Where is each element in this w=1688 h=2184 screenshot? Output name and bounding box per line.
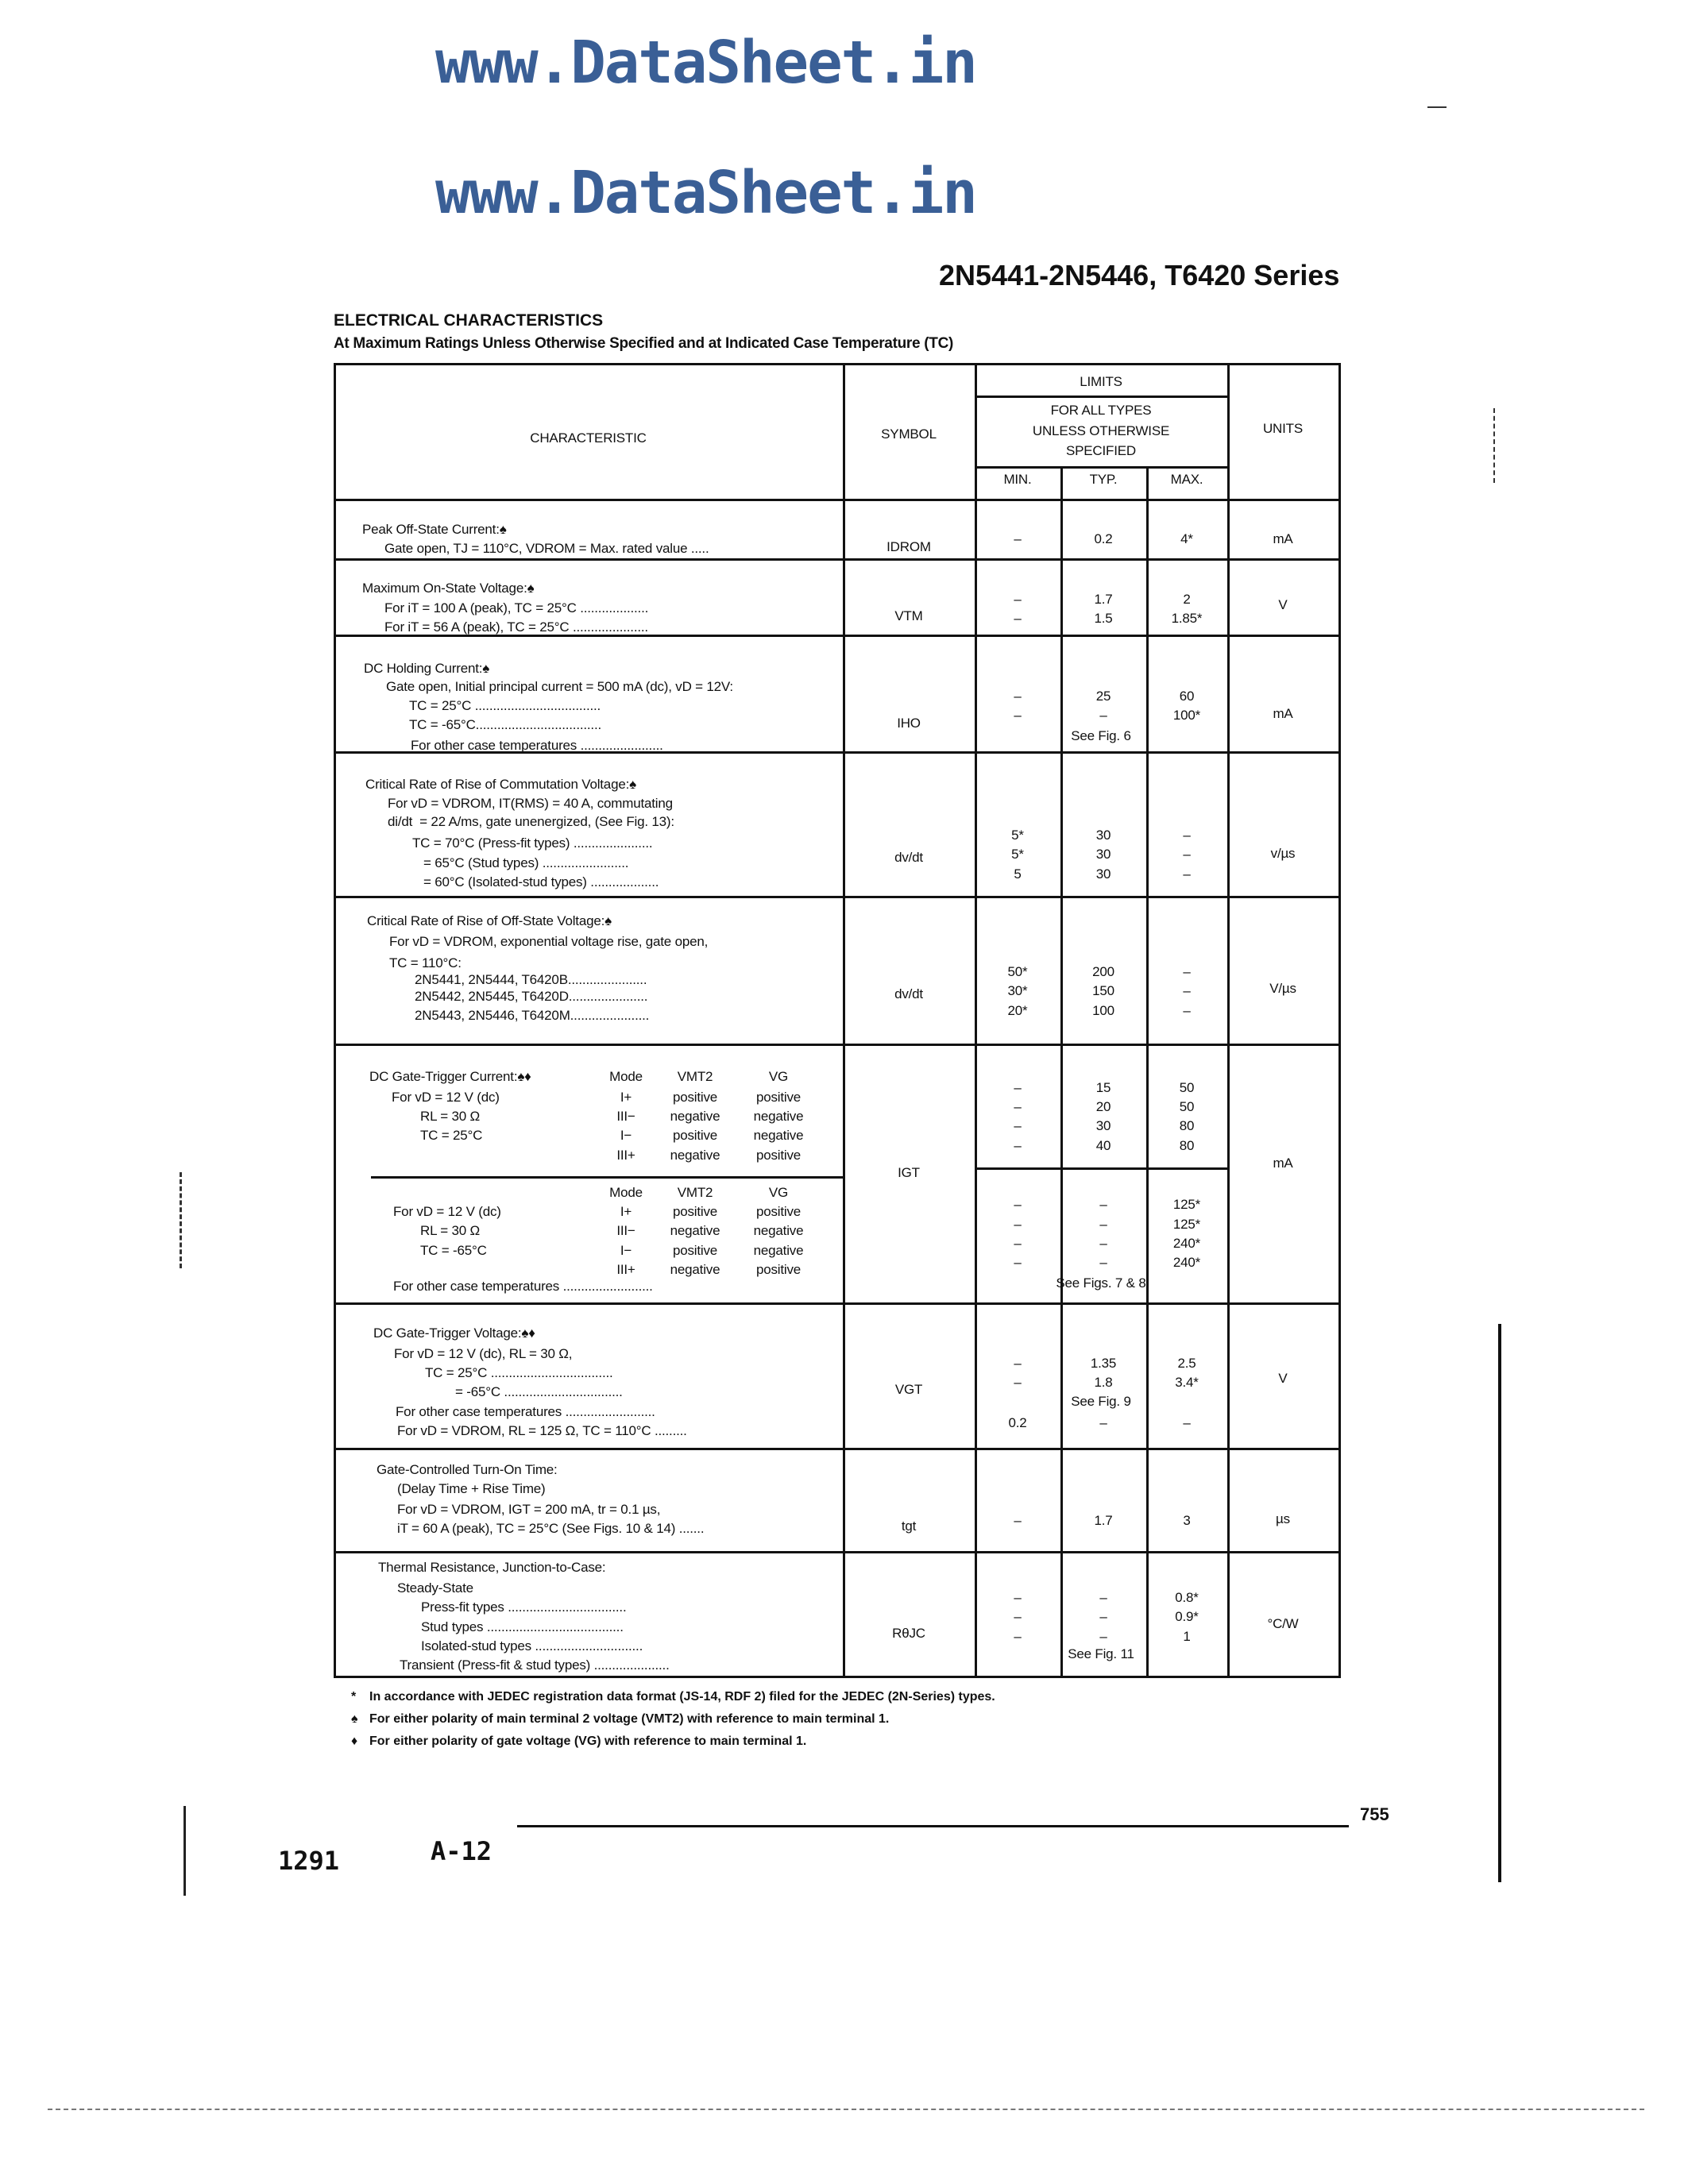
- value-min: –: [1014, 531, 1022, 546]
- characteristic-line: For iT = 56 A (peak), TC = 25°C .....................: [384, 619, 648, 635]
- symbol: RθJC: [892, 1626, 925, 1641]
- mode-cell: I−: [620, 1243, 632, 1258]
- mode-cell: I−: [620, 1128, 632, 1143]
- value-max: 1: [1183, 1629, 1191, 1644]
- mode-cell: positive: [672, 1090, 718, 1105]
- value-typ: 15: [1095, 1080, 1111, 1095]
- units: mA: [1273, 706, 1293, 721]
- value-min: –: [1014, 1118, 1022, 1133]
- value-typ: 30: [1095, 828, 1111, 843]
- header-symbol: SYMBOL: [881, 426, 937, 442]
- characteristic-line: Isolated-stud types ..............................: [421, 1638, 643, 1653]
- characteristic-line: For vD = VDROM, IGT = 200 mA, tr = 0.1 µs,: [397, 1502, 661, 1517]
- mode-header: Mode: [609, 1185, 643, 1200]
- column-rule: [1060, 466, 1063, 1676]
- characteristic-line: TC = 25°C: [420, 1128, 483, 1143]
- value-min: 30*: [1007, 983, 1028, 998]
- header-for-all-types: SPECIFIED: [1066, 443, 1136, 458]
- value-typ: –: [1099, 1415, 1107, 1430]
- value-max: 3.4*: [1175, 1375, 1199, 1390]
- column-rule: [1146, 466, 1149, 1676]
- mode-cell: I+: [620, 1090, 632, 1105]
- value-typ: 20: [1095, 1099, 1111, 1114]
- mode-cell: positive: [755, 1148, 802, 1163]
- characteristic-line: = -65°C .................................: [455, 1384, 623, 1399]
- mode-header: Mode: [609, 1069, 643, 1084]
- limits-rule: [975, 396, 1227, 398]
- characteristic-line: RL = 30 Ω: [420, 1223, 481, 1238]
- mode-cell: positive: [755, 1262, 802, 1277]
- symbol: dv/dt: [894, 986, 923, 1001]
- header-typ: TYP.: [1089, 472, 1118, 487]
- value-typ: 25: [1095, 689, 1111, 704]
- characteristic-line: 2N5442, 2N5445, T6420D......................: [415, 989, 648, 1004]
- handwritten-mark-1291: 1291: [278, 1846, 340, 1876]
- mode-cell: I+: [620, 1204, 632, 1219]
- value-min: 50*: [1007, 964, 1028, 979]
- series-title: 2N5441-2N5446, T6420 Series: [939, 259, 1340, 291]
- value-max: 240*: [1172, 1255, 1201, 1270]
- value-typ: –: [1099, 1609, 1107, 1624]
- characteristic-line: For vD = VDROM, RL = 125 Ω, TC = 110°C .........: [397, 1423, 687, 1438]
- value-min: 5: [1014, 866, 1022, 882]
- characteristic-line: 2N5443, 2N5446, T6420M......................: [415, 1008, 650, 1023]
- value-max: 50: [1179, 1080, 1195, 1095]
- mode-cell: positive: [672, 1128, 718, 1143]
- value-typ: 1.35: [1090, 1356, 1117, 1371]
- mode-cell: positive: [672, 1243, 718, 1258]
- value-max: –: [1183, 964, 1191, 979]
- mode-cell: negative: [670, 1109, 720, 1124]
- value-max: 125*: [1172, 1217, 1201, 1232]
- characteristic-line: For other case temperatures .......................: [411, 738, 663, 753]
- value-max: 2: [1183, 592, 1191, 607]
- mode-cell: negative: [670, 1223, 720, 1238]
- value-min: 20*: [1007, 1003, 1028, 1018]
- mode-header: VG: [768, 1185, 789, 1200]
- characteristic-line: For iT = 100 A (peak), TC = 25°C ...................: [384, 600, 649, 615]
- value-min: –: [1014, 1255, 1022, 1270]
- units: °C/W: [1267, 1616, 1299, 1631]
- characteristic-line: TC = -65°C...................................: [409, 717, 601, 732]
- see-figure-note: See Fig. 9: [1071, 1394, 1131, 1409]
- characteristic-line: (Delay Time + Rise Time): [397, 1481, 546, 1496]
- header-units: UNITS: [1262, 421, 1303, 436]
- value-min: –: [1014, 1138, 1022, 1153]
- value-typ: 1.7: [1094, 592, 1113, 607]
- value-min: –: [1014, 689, 1022, 704]
- scan-mark: [180, 1172, 182, 1268]
- symbol: IHO: [897, 716, 921, 731]
- value-typ: 150: [1092, 983, 1114, 998]
- value-max: 3: [1183, 1513, 1191, 1528]
- characteristic-line: DC Gate-Trigger Current:♠♦: [369, 1069, 531, 1084]
- value-typ: 30: [1095, 847, 1111, 862]
- mode-cell: negative: [753, 1243, 804, 1258]
- value-typ: 1.8: [1094, 1375, 1113, 1390]
- value-typ: 30: [1095, 1118, 1111, 1133]
- mode-cell: positive: [672, 1204, 718, 1219]
- value-min: –: [1014, 1375, 1022, 1390]
- characteristic-line: Critical Rate of Rise of Off-State Voltage:♠: [367, 913, 612, 928]
- characteristic-line: For vD = VDROM, IT(RMS) = 40 A, commutating: [388, 796, 673, 811]
- page-number: 755: [1360, 1804, 1389, 1824]
- symbol: VGT: [894, 1382, 923, 1397]
- scan-mark: [1427, 106, 1447, 108]
- characteristic-line: TC = 25°C ...................................: [409, 698, 601, 713]
- limits-rule: [975, 466, 1227, 469]
- value-max: 60: [1179, 689, 1195, 704]
- value-min: –: [1014, 1197, 1022, 1212]
- units: mA: [1273, 531, 1293, 546]
- characteristic-line: TC = 70°C (Press-fit types) ......................: [412, 835, 653, 851]
- header-for-all-types: UNLESS OTHERWISE: [1032, 423, 1170, 438]
- section-title: ELECTRICAL CHARACTERISTICS: [334, 311, 604, 330]
- characteristic-line: For vD = 12 V (dc): [392, 1090, 500, 1105]
- header-for-all-types: FOR ALL TYPES: [1050, 403, 1152, 418]
- row-rule: [334, 1044, 1341, 1046]
- symbol: VTM: [894, 608, 923, 623]
- value-min: –: [1014, 1513, 1022, 1528]
- mode-cell: negative: [753, 1109, 804, 1124]
- value-max: 4*: [1180, 531, 1193, 546]
- page-rule: [517, 1825, 1349, 1827]
- symbol: tgt: [901, 1518, 917, 1534]
- value-typ: –: [1099, 1255, 1107, 1270]
- value-min: –: [1014, 1590, 1022, 1605]
- igt-subrow-rule: [975, 1167, 1227, 1170]
- value-max: 80: [1179, 1118, 1195, 1133]
- value-min: 0.2: [1008, 1415, 1027, 1430]
- characteristic-line: For vD = 12 V (dc): [393, 1204, 501, 1219]
- characteristic-line: For other case temperatures .........................: [396, 1404, 655, 1419]
- value-max: –: [1183, 866, 1191, 882]
- value-min: –: [1014, 592, 1022, 607]
- value-min: –: [1014, 611, 1022, 626]
- characteristic-line: Peak Off-State Current:♠: [362, 522, 507, 537]
- value-max: 2.5: [1177, 1356, 1196, 1371]
- value-typ: 1.7: [1094, 1513, 1113, 1528]
- footnote-text: For either polarity of main terminal 2 voltage (VMT2) with reference to main terminal 1.: [369, 1712, 890, 1726]
- characteristic-line: Thermal Resistance, Junction-to-Case:: [378, 1560, 606, 1575]
- value-max: 0.9*: [1175, 1609, 1199, 1624]
- handwritten-mark-a12: A-12: [431, 1836, 492, 1866]
- value-min: –: [1014, 1629, 1022, 1644]
- characteristic-line: DC Holding Current:♠: [364, 661, 490, 676]
- mode-cell: III+: [616, 1148, 635, 1163]
- characteristic-line: Gate open, TJ = 110°C, VDROM = Max. rated value .....: [384, 541, 709, 556]
- symbol: IGT: [898, 1165, 920, 1180]
- value-typ: –: [1099, 1217, 1107, 1232]
- scan-mark: [48, 2109, 1644, 2110]
- characteristic-line: = 60°C (Isolated-stud types) ...................: [423, 874, 659, 889]
- units: V/µs: [1269, 981, 1296, 996]
- header-min: MIN.: [1003, 472, 1032, 487]
- value-typ: –: [1099, 1236, 1107, 1251]
- characteristic-line: Transient (Press-fit & stud types) .....................: [400, 1657, 670, 1673]
- mode-cell: III−: [616, 1109, 635, 1124]
- characteristic-line: TC = 110°C:: [389, 955, 462, 970]
- characteristic-line: = 65°C (Stud types) ........................: [423, 855, 629, 870]
- mode-header: VMT2: [677, 1185, 713, 1200]
- symbol: IDROM: [886, 539, 931, 554]
- row-rule: [334, 1448, 1341, 1450]
- see-figure-note: See Figs. 7 & 8: [1056, 1275, 1146, 1291]
- header-characteristic: CHARACTERISTIC: [530, 430, 647, 446]
- igt-subrow-rule: [371, 1176, 843, 1179]
- footnote-symbol: ♦: [351, 1734, 358, 1748]
- characteristic-line: 2N5441, 2N5444, T6420B......................: [415, 972, 647, 987]
- value-typ: –: [1099, 1197, 1107, 1212]
- value-max: –: [1183, 1415, 1191, 1430]
- units: µs: [1276, 1511, 1290, 1526]
- section-subtitle: At Maximum Ratings Unless Otherwise Specified and at Indicated Case Temperature (TC): [334, 335, 954, 352]
- characteristic-line: RL = 30 Ω: [420, 1109, 481, 1124]
- mode-cell: positive: [755, 1204, 802, 1219]
- value-max: 80: [1179, 1138, 1195, 1153]
- value-typ: –: [1099, 1629, 1107, 1644]
- value-min: 5*: [1011, 847, 1024, 862]
- value-typ: 40: [1095, 1138, 1111, 1153]
- symbol: dv/dt: [894, 850, 923, 865]
- scan-mark: [1493, 408, 1495, 483]
- see-figure-note: See Fig. 6: [1071, 728, 1131, 743]
- characteristic-line: TC = 25°C ..................................: [425, 1365, 613, 1380]
- mode-header: VG: [768, 1069, 789, 1084]
- mode-cell: negative: [753, 1223, 804, 1238]
- value-typ: –: [1099, 708, 1107, 723]
- value-min: –: [1014, 1099, 1022, 1114]
- value-typ: 200: [1092, 964, 1114, 979]
- header-limits: LIMITS: [1080, 374, 1122, 389]
- footnote-symbol: ♠: [351, 1712, 358, 1726]
- table-border-bottom: [334, 1676, 1341, 1678]
- mode-cell: III−: [616, 1223, 635, 1238]
- value-typ: 30: [1095, 866, 1111, 882]
- characteristic-line: For vD = VDROM, exponential voltage rise, gate open,: [389, 934, 709, 949]
- value-max: –: [1183, 983, 1191, 998]
- characteristic-line: Press-fit types .................................: [421, 1599, 627, 1615]
- characteristic-line: For other case temperatures .........................: [393, 1279, 653, 1294]
- characteristic-line: Stud types ......................................: [421, 1619, 624, 1634]
- mode-header: VMT2: [677, 1069, 713, 1084]
- value-min: –: [1014, 1356, 1022, 1371]
- characteristic-line: Gate open, Initial principal current = 500 mA (dc), vD = 12V:: [386, 679, 733, 694]
- watermark-second: www.DataSheet.in: [435, 159, 976, 227]
- scan-mark: [183, 1806, 186, 1896]
- characteristic-line: Maximum On-State Voltage:♠: [362, 581, 535, 596]
- characteristic-line: iT = 60 A (peak), TC = 25°C (See Figs. 10 & 14) .......: [397, 1521, 705, 1536]
- units: V: [1278, 597, 1288, 612]
- table-border-top: [334, 363, 1341, 365]
- characteristic-line: Steady-State: [397, 1580, 473, 1596]
- footnote-text: In accordance with JEDEC registration data format (JS-14, RDF 2) filed for the JEDEC (2N-Series) types.: [369, 1690, 995, 1704]
- value-typ: 1.5: [1094, 611, 1113, 626]
- mode-cell: negative: [670, 1148, 720, 1163]
- characteristic-line: TC = -65°C: [420, 1243, 487, 1258]
- value-min: –: [1014, 1217, 1022, 1232]
- characteristic-line: DC Gate-Trigger Voltage:♠♦: [373, 1325, 535, 1341]
- characteristic-line: Gate-Controlled Turn-On Time:: [377, 1462, 558, 1477]
- value-min: –: [1014, 1609, 1022, 1624]
- characteristic-line: For vD = 12 V (dc), RL = 30 Ω,: [394, 1346, 573, 1361]
- see-figure-note: See Fig. 11: [1068, 1646, 1134, 1661]
- value-max: 240*: [1172, 1236, 1201, 1251]
- row-rule: [334, 896, 1341, 898]
- mode-cell: negative: [753, 1128, 804, 1143]
- value-max: 1.85*: [1171, 611, 1203, 626]
- units: mA: [1273, 1156, 1293, 1171]
- value-max: 0.8*: [1175, 1590, 1199, 1605]
- value-typ: –: [1099, 1590, 1107, 1605]
- units: V: [1278, 1371, 1288, 1386]
- scan-edge-line-right: [1498, 1324, 1501, 1882]
- mode-cell: III+: [616, 1262, 635, 1277]
- value-max: –: [1183, 828, 1191, 843]
- value-min: –: [1014, 1236, 1022, 1251]
- value-max: 50: [1179, 1099, 1195, 1114]
- value-min: –: [1014, 1080, 1022, 1095]
- value-typ: 0.2: [1094, 531, 1113, 546]
- value-min: –: [1014, 708, 1022, 723]
- mode-cell: positive: [755, 1090, 802, 1105]
- value-max: –: [1183, 1003, 1191, 1018]
- row-rule: [334, 1302, 1341, 1305]
- watermark-top: www.DataSheet.in: [435, 29, 976, 97]
- value-min: 5*: [1011, 828, 1024, 843]
- value-typ: 100: [1092, 1003, 1114, 1018]
- value-max: 100*: [1172, 708, 1201, 723]
- footnote-text: For either polarity of gate voltage (VG) with reference to main terminal 1.: [369, 1734, 807, 1748]
- row-rule: [334, 558, 1341, 561]
- row-rule: [334, 499, 1341, 501]
- value-max: –: [1183, 847, 1191, 862]
- characteristic-line: Critical Rate of Rise of Commutation Voltage:♠: [365, 777, 636, 792]
- footnote-symbol: *: [351, 1690, 357, 1704]
- value-max: 125*: [1172, 1197, 1201, 1212]
- row-rule: [334, 1551, 1341, 1553]
- mode-cell: negative: [670, 1262, 720, 1277]
- units: v/µs: [1270, 846, 1296, 861]
- header-max: MAX.: [1170, 472, 1203, 487]
- characteristic-line: di/dt = 22 A/ms, gate unenergized, (See Fig. 13):: [388, 814, 674, 829]
